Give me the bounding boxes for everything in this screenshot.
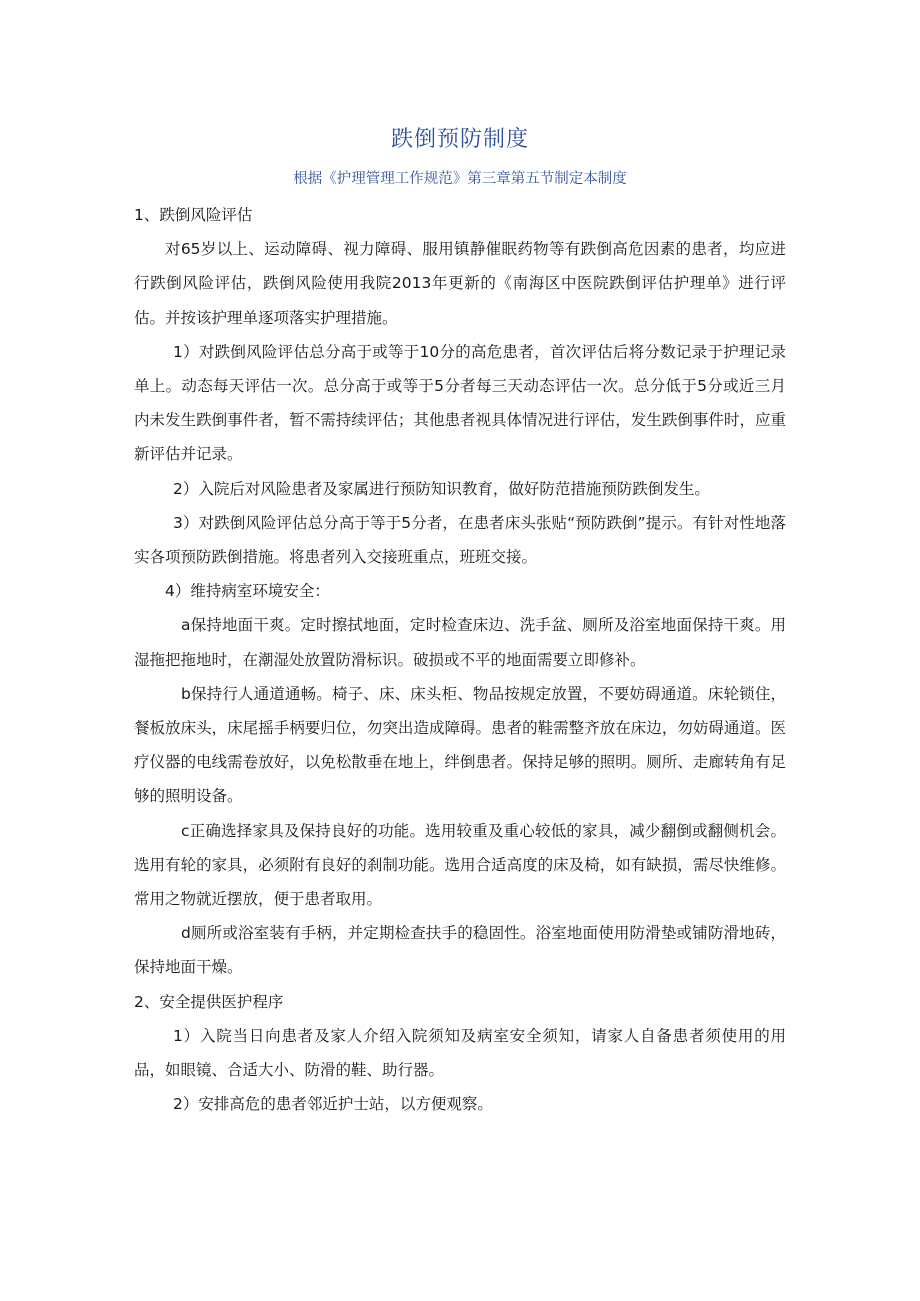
section-1-subitem-c: c正确选择家具及保持良好的功能。选用较重及重心较低的家具，减少翻倒或翻侧机会。选用有轮的家具，必须附有良好的刹制功能。选用合适高度的床及椅，如有缺损，需尽快维修。常用之物就近摆放，便于患者取用。 [134, 821, 786, 909]
section-1-item-4: 4）维持病室环境安全： [165, 582, 330, 601]
section-1-intro: 对65岁以上、运动障碍、视力障碍、服用镇静催眠药物等有跌倒高危因素的患者，均应进行跌倒风险评估，跌倒风险使用我院2013年更新的《南海区中医院跌倒评估护理单》进行评估。并按该护理单逐项落实护理措施。 [134, 240, 786, 327]
section-heading-1: 1、跌倒风险评估 [134, 206, 253, 224]
document-body [134, 198, 786, 1121]
section-1-subitem-b: b保持行人通道通畅。椅子、床、床头柜、物品按规定放置，不要妨碍通道。床轮锁住，餐板放床头，床尾摇手柄要归位，勿突出造成障碍。患者的鞋需整齐放在床边，勿妨碍通道。医疗仪器的电线需卷放好，以免松散垂在地上，绊倒患者。保持足够的照明。厕所、走廊转角有足够的照明设备。 [134, 684, 786, 806]
document-subtitle: 根据《护理管理工作规范》第三章第五节制定本制度 [293, 171, 627, 187]
section-1-item-3: 3）对跌倒风险评估总分高于等于5分者，在患者床头张贴“预防跌倒”提示。有针对性地落实各项预防跌倒措施。将患者列入交接班重点，班班交接。 [134, 513, 786, 567]
document-title: 跌倒预防制度 [390, 127, 529, 152]
section-1-subitem-a: a保持地面干爽。定时擦拭地面，定时检查床边、洗手盆、厕所及浴室地面保持干爽。用湿拖把拖地时，在潮湿处放置防滑标识。破损或不平的地面需要立即修补。 [134, 616, 786, 669]
section-1-item-1: 1）对跌倒风险评估总分高于或等于10分的高危患者，首次评估后将分数记录于护理记录单上。动态每天评估一次。总分高于或等于5分者每三天动态评估一次。总分低于5分或近三月内未发生跌倒事件者，暂不需持续评估；其他患者视具体情况进行评估，发生跌倒事件时，应重新评估并记录。 [134, 342, 786, 464]
section-2-item-1: 1）入院当日向患者及家人介绍入院须知及病室安全须知，请家人自备患者须使用的用品，如眼镜、合适大小、防滑的鞋、助行器。 [134, 1026, 786, 1080]
section-2-item-2: 2）安排高危的患者邻近护士站，以方便观察。 [173, 1095, 493, 1114]
section-heading-2: 2、安全提供医护程序 [134, 992, 284, 1011]
section-1-subitem-d: d厕所或浴室装有手柄，并定期检查扶手的稳固性。浴室地面使用防滑垫或铺防滑地砖，保持地面干燥。 [134, 924, 786, 977]
section-1-item-2: 2）入院后对风险患者及家属进行预防知识教育，做好防范措施预防跌倒发生。 [173, 479, 710, 498]
